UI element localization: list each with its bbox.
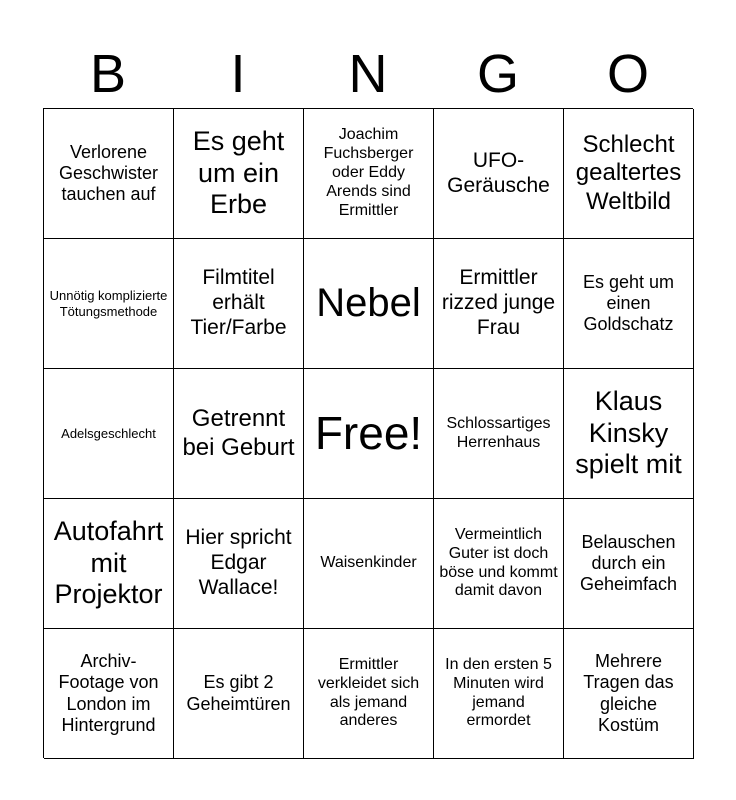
header-letter-o: O [606, 44, 649, 104]
bingo-cell-text: Es geht um ein Erbe [192, 125, 285, 220]
header-letter-n: N [348, 44, 388, 104]
bingo-cell-text: Ermittler rizzed junge Frau [441, 266, 556, 339]
bingo-cell-r3-c3[interactable] [434, 499, 564, 629]
bingo-cell-text: Unnötig komplizierte Tötungsmethode [49, 288, 168, 319]
bingo-cell-text: Joachim Fuchsberger oder Eddy Arends sind Ermittler [323, 126, 414, 219]
bingo-cell-text: Verlorene Geschwister tauchen auf [58, 141, 159, 205]
bingo-cell-text: Adelsgeschlecht [61, 425, 156, 441]
bingo-cell-text: Nebel [316, 280, 421, 325]
bingo-cell-r2-c0[interactable] [44, 369, 174, 499]
bingo-cell-text: Es gibt 2 Geheimtüren [186, 672, 291, 714]
bingo-cell-text: Hier spricht Edgar Wallace! [185, 526, 292, 599]
bingo-board [43, 108, 693, 758]
bingo-cell-text: Schlecht gealtertes Weltbild [575, 131, 682, 215]
bingo-cell-free[interactable] [304, 369, 434, 499]
bingo-cell-text: Autofahrt mit Projektor [53, 515, 164, 610]
bingo-header [43, 40, 693, 108]
bingo-cell-r2-c3[interactable] [434, 369, 564, 499]
bingo-cell-text: Getrennt bei Geburt [182, 405, 295, 461]
bingo-cell-r2-c1[interactable] [174, 369, 304, 499]
header-letter-i: I [230, 44, 246, 104]
bingo-cell-text: Filmtitel erhält Tier/Farbe [190, 266, 287, 339]
bingo-cell-r4-c2[interactable] [304, 629, 434, 759]
bingo-cell-r4-c4[interactable] [564, 629, 694, 759]
header-letter-g: G [476, 44, 519, 104]
bingo-cell-text: UFO-Geräusche [447, 148, 550, 197]
bingo-cell-r0-c3[interactable] [434, 109, 564, 239]
header-letter-b: B [89, 44, 127, 104]
bingo-cell-text: Vermeintlich Guter ist doch böse und kommt damit davon [439, 525, 558, 600]
bingo-cell-r3-c0[interactable] [44, 499, 174, 629]
bingo-cell-r1-c2[interactable] [304, 239, 434, 369]
bingo-cell-r2-c4[interactable] [564, 369, 694, 499]
bingo-cell-text: Waisenkinder [320, 554, 417, 572]
bingo-cell-r3-c2[interactable] [304, 499, 434, 629]
bingo-cell-r0-c0[interactable] [44, 109, 174, 239]
bingo-cell-text: Es geht um einen Goldschatz [582, 271, 675, 335]
bingo-cell-r1-c0[interactable] [44, 239, 174, 369]
bingo-cell-r0-c4[interactable] [564, 109, 694, 239]
bingo-cell-r1-c3[interactable] [434, 239, 564, 369]
bingo-cell-text: Belauschen durch ein Geheimfach [579, 531, 678, 595]
bingo-cell-text: Schlossartiges Herrenhaus [446, 414, 551, 451]
bingo-cell-r0-c1[interactable] [174, 109, 304, 239]
bingo-cell-r4-c3[interactable] [434, 629, 564, 759]
bingo-cell-text: Archiv-Footage von London im Hintergrund [58, 651, 159, 735]
bingo-cell-text: Mehrere Tragen das gleiche Kostüm [583, 651, 674, 735]
bingo-cell-r3-c4[interactable] [564, 499, 694, 629]
bingo-cell-r4-c0[interactable] [44, 629, 174, 759]
bingo-cell-text: Free! [314, 407, 423, 460]
bingo-cell-r3-c1[interactable] [174, 499, 304, 629]
bingo-cell-r1-c4[interactable] [564, 239, 694, 369]
bingo-cell-text: Ermittler verkleidet sich als jemand anderes [317, 655, 420, 730]
bingo-cell-r0-c2[interactable] [304, 109, 434, 239]
bingo-cell-text: In den ersten 5 Minuten wird jemand ermordet [445, 655, 552, 730]
bingo-cell-text: Klaus Kinsky spielt mit [575, 385, 682, 480]
bingo-cell-r4-c1[interactable] [174, 629, 304, 759]
bingo-cell-r1-c1[interactable] [174, 239, 304, 369]
